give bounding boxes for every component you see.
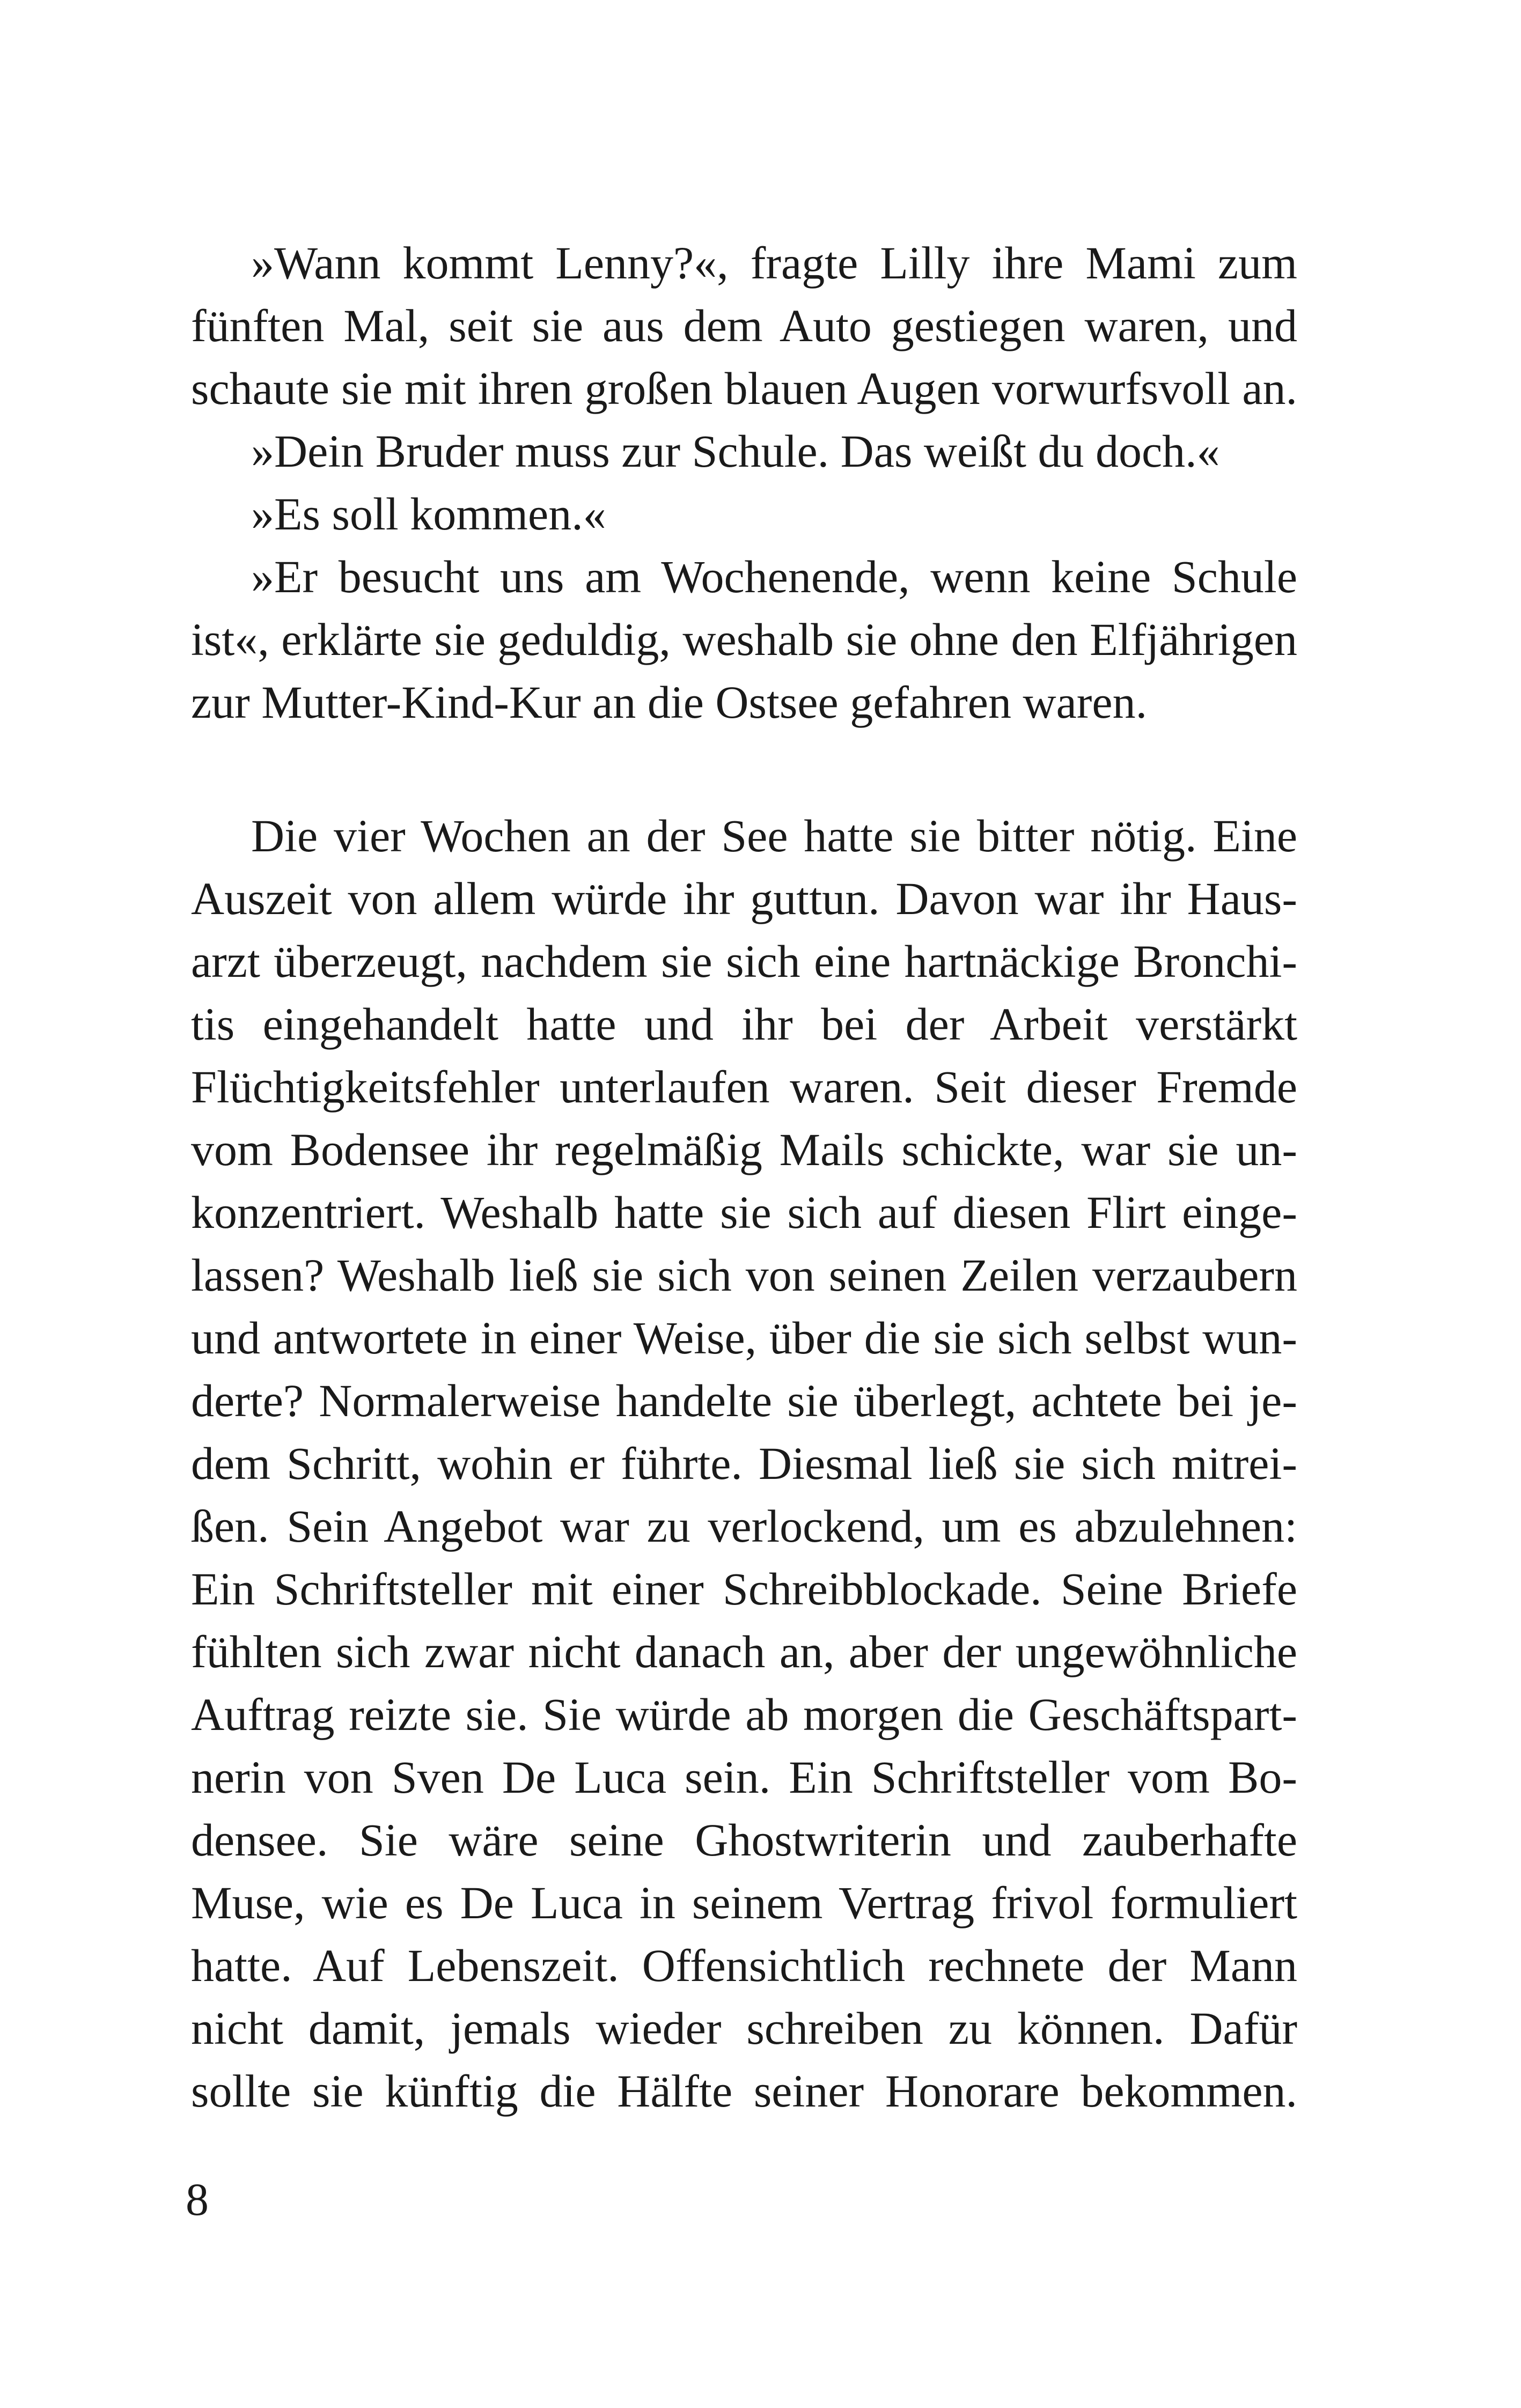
text-line: ßen. Sein Angebot war zu verlockend, um es abzulehnen:: [191, 1500, 1297, 1552]
text-line: ist«, erklärte sie geduldig, weshalb sie ohne den Elfjährigen: [191, 614, 1297, 665]
text-line: konzentriert. Weshalb hatte sie sich auf diesen Flirt einge-: [191, 1187, 1297, 1238]
text-line: Die vier Wochen an der See hatte sie bitter nötig. Eine: [251, 810, 1297, 861]
text-line: dem Schritt, wohin er führte. Diesmal ließ sie sich mitrei-: [191, 1438, 1297, 1489]
text-line: »Dein Bruder muss zur Schule. Das weißt du doch.«: [251, 425, 1220, 477]
text-line: schaute sie mit ihren großen blauen Augen vorwurfsvoll an.: [191, 363, 1297, 414]
text-line: Auszeit von allem würde ihr guttun. Davon war ihr Haus-: [191, 873, 1297, 924]
text-line: und antwortete in einer Weise, über die sie sich selbst wun-: [191, 1312, 1297, 1364]
text-line: Muse, wie es De Luca in seinem Vertrag frivol formuliert: [191, 1877, 1297, 1928]
text-line: densee. Sie wäre seine Ghostwriterin und zauberhafte: [191, 1814, 1297, 1866]
text-line: derte? Normalerweise handelte sie überlegt, achtete bei je-: [191, 1375, 1297, 1426]
text-line: Flüchtigkeitsfehler unterlaufen waren. Seit dieser Fremde: [191, 1061, 1297, 1113]
text-line: fühlten sich zwar nicht danach an, aber der ungewöhnliche: [191, 1626, 1297, 1677]
narrative-paragraph: [191, 805, 1297, 2123]
text-line: tis eingehandelt hatte und ihr bei der Arbeit verstärkt: [191, 998, 1297, 1050]
text-line: »Wann kommt Lenny?«, fragte Lilly ihre Mami zum: [251, 237, 1297, 289]
text-line: zur Mutter-Kind-Kur an die Ostsee gefahren waren.: [191, 676, 1148, 728]
text-line: sollte sie künftig die Hälfte seiner Honorare bekommen.: [191, 2065, 1297, 2117]
dialogue-paragraphs: [191, 232, 1297, 734]
text-line: Ein Schriftsteller mit einer Schreibblockade. Seine Briefe: [191, 1563, 1297, 1615]
text-line: hatte. Auf Lebenszeit. Offensichtlich rechnete der Mann: [191, 1940, 1297, 1991]
text-line: »Er besucht uns am Wochenende, wenn keine Schule: [251, 551, 1297, 602]
text-line: nicht damit, jemals wieder schreiben zu können. Dafür: [191, 2002, 1297, 2054]
text-line: fünften Mal, seit sie aus dem Auto gestiegen waren, und: [191, 300, 1297, 351]
text-line: arzt überzeugt, nachdem sie sich eine hartnäckige Bronchi-: [191, 936, 1297, 987]
text-line: Auftrag reizte sie. Sie würde ab morgen die Geschäftspart-: [191, 1689, 1297, 1740]
text-line: vom Bodensee ihr regelmäßig Mails schickte, war sie un-: [191, 1124, 1297, 1175]
page-number: 8: [186, 2174, 209, 2225]
text-line: »Es soll kommen.«: [251, 488, 606, 540]
text-line: lassen? Weshalb ließ sie sich von seinen Zeilen verzaubern: [191, 1249, 1297, 1301]
text-line: nerin von Sven De Luca sein. Ein Schriftsteller vom Bo-: [191, 1751, 1297, 1803]
